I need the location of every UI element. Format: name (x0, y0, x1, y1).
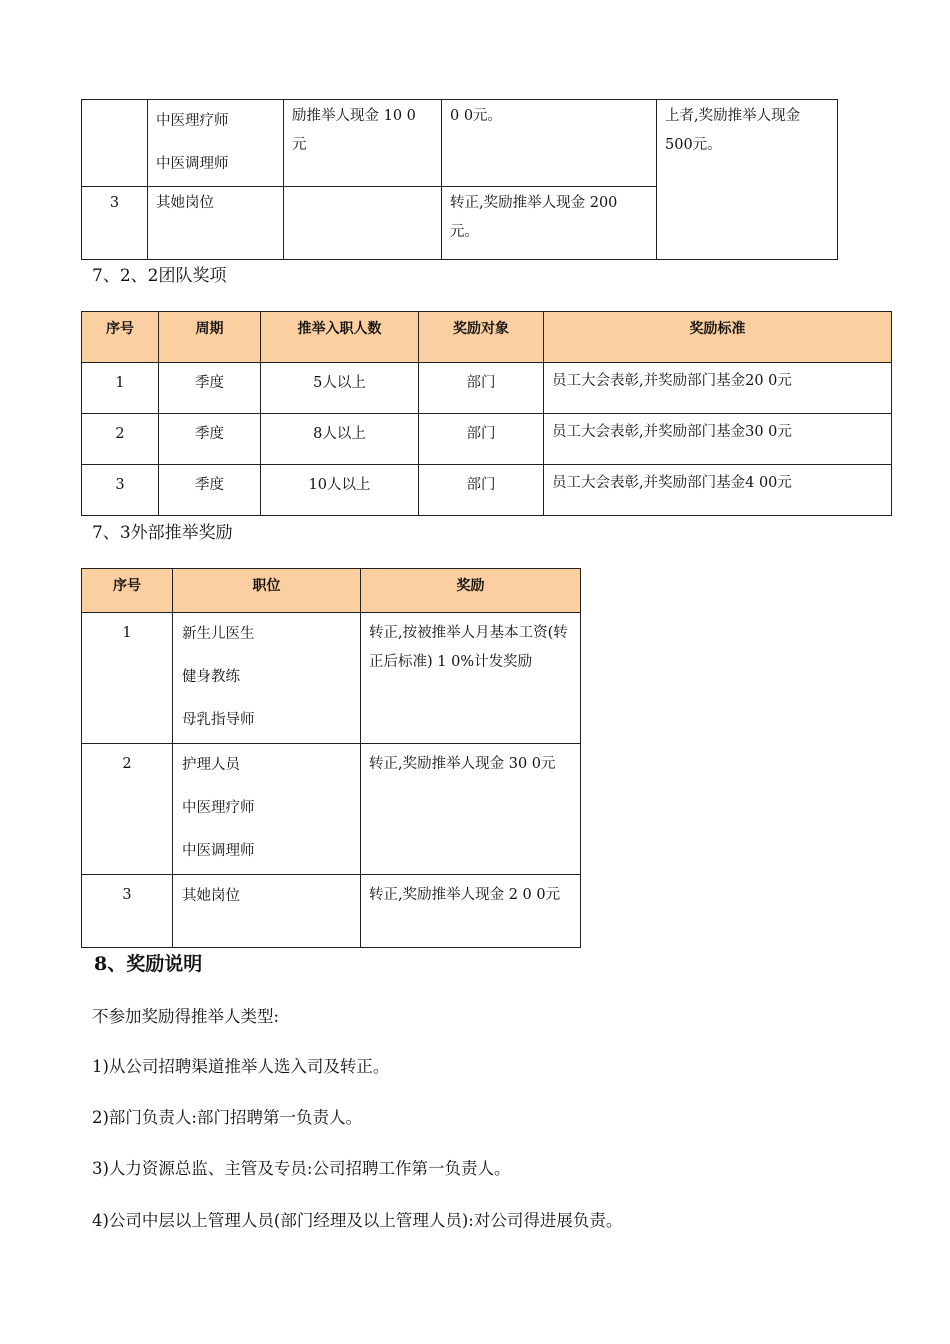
section-heading-7-2-2: 7、2、2团队奖项 (92, 266, 227, 286)
table-cell (173, 613, 361, 744)
position-name: 中医调理师 (182, 843, 255, 859)
table-cell: 转正,奖励推举人现金 30 0元 (361, 744, 581, 875)
list-item: 4)公司中层以上管理人员(部门经理及以上管理人员):对公司得进展负责。 (92, 1211, 623, 1230)
position-name: 新生儿医生 (182, 626, 255, 642)
list-item: 3)人力资源总监、主管及专员:公司招聘工作第一负责人。 (92, 1159, 511, 1178)
list-item: 1)从公司招聘渠道推举人选入司及转正。 (92, 1057, 390, 1076)
external-reward-table (81, 568, 581, 948)
position-name: 母乳指导师 (182, 712, 255, 728)
table-cell: 部门 (419, 465, 544, 516)
table-row (82, 613, 581, 744)
table-cell: 季度 (159, 465, 261, 516)
table-cell (148, 100, 284, 187)
table-cell-merged: 上者,奖励推举人现金 500元。 (657, 100, 838, 260)
table-cell: 1 (82, 363, 159, 414)
table-cell (173, 744, 361, 875)
team-reward-table (81, 311, 892, 516)
table-cell: 0 0元。 (442, 100, 657, 187)
table-header: 奖励 (361, 569, 581, 613)
table-cell: 1 (82, 613, 173, 744)
table-cell: 员工大会表彰,并奖励部门基金30 0元 (544, 414, 892, 465)
table-cell: 转正,奖励推举人现金 200 元。 (442, 187, 657, 260)
table-row (82, 414, 892, 465)
table-cell: 励推举人现金 10 0 元 (284, 100, 442, 187)
table-cell: 转正,奖励推举人现金 2 0 0元 (361, 875, 581, 948)
table-cell: 转正,按被推举人月基本工资(转正后标准) 1 0%计发奖励 (361, 613, 581, 744)
table-cell: 3 (82, 875, 173, 948)
table-header: 职位 (173, 569, 361, 613)
table-cell: 8人以上 (261, 414, 419, 465)
position-name: 其她岗位 (182, 888, 240, 904)
table-cell: 部门 (419, 363, 544, 414)
section-title-8: 8、奖励说明 (94, 953, 203, 975)
table-cell (173, 875, 361, 948)
table-cell: 季度 (159, 363, 261, 414)
table-cell: 3 (82, 465, 159, 516)
table-row (82, 744, 581, 875)
table-header: 周期 (159, 312, 261, 363)
table-cell: 5人以上 (261, 363, 419, 414)
table-cell: 季度 (159, 414, 261, 465)
table-cell: 2 (82, 414, 159, 465)
referral-table-continued (81, 99, 838, 260)
table-cell: 员工大会表彰,并奖励部门基金4 00元 (544, 465, 892, 516)
section-heading-7-3: 7、3外部推举奖励 (92, 523, 233, 543)
position-name: 中医调理师 (156, 156, 229, 172)
list-item: 2)部门负责人:部门招聘第一负责人。 (92, 1108, 362, 1127)
table-cell: 员工大会表彰,并奖励部门基金20 0元 (544, 363, 892, 414)
table-cell: 部门 (419, 414, 544, 465)
table-row (82, 363, 892, 414)
table-row (82, 465, 892, 516)
table-cell: 10人以上 (261, 465, 419, 516)
position-name: 护理人员 (182, 757, 240, 773)
table-row (82, 875, 581, 948)
table-header: 奖励标准 (544, 312, 892, 363)
position-name: 中医理疗师 (182, 800, 255, 816)
position-name: 健身教练 (182, 669, 240, 685)
table-header: 奖励对象 (419, 312, 544, 363)
table-cell: 3 (82, 187, 148, 260)
table-header: 序号 (82, 312, 159, 363)
paragraph-intro: 不参加奖励得推举人类型: (92, 1007, 280, 1026)
table-cell: 其她岗位 (148, 187, 284, 260)
table-header: 序号 (82, 569, 173, 613)
table-cell (284, 187, 442, 260)
table-cell: 2 (82, 744, 173, 875)
table-cell (82, 100, 148, 187)
position-name: 中医理疗师 (156, 113, 229, 129)
table-header: 推举入职人数 (261, 312, 419, 363)
